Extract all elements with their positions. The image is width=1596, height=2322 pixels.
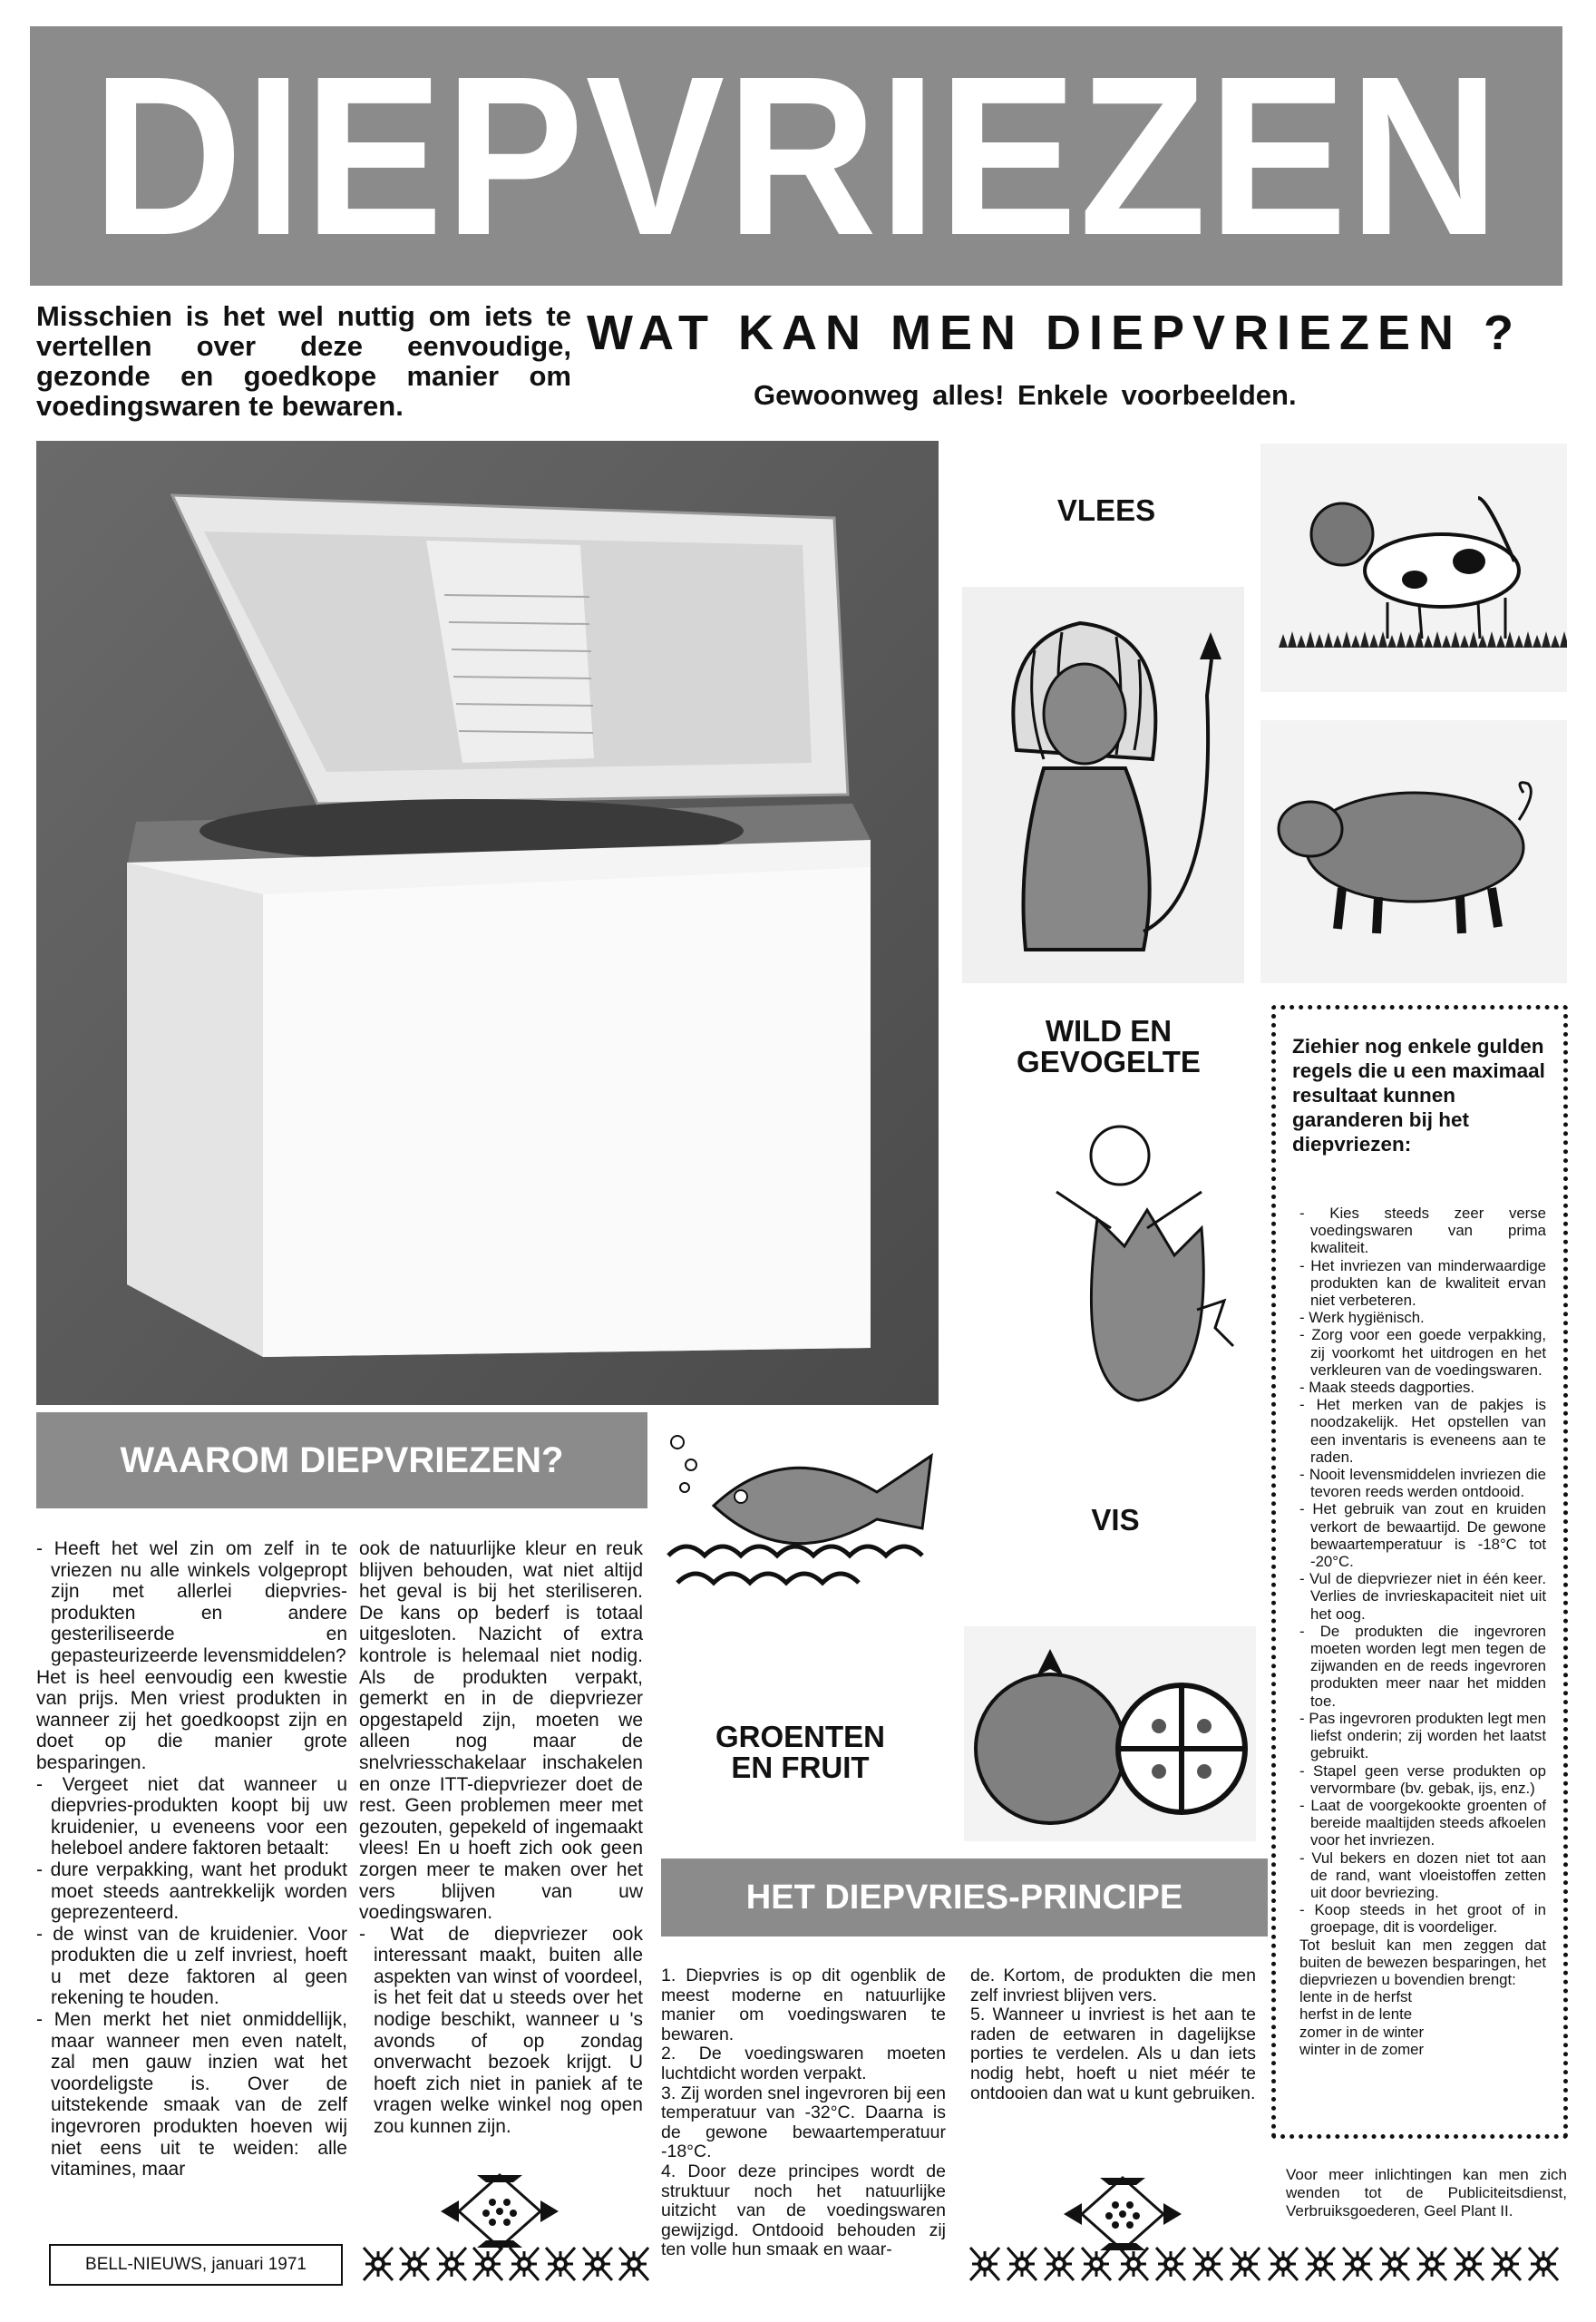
star-icon <box>1304 2246 1337 2282</box>
star-icon <box>1080 2246 1113 2282</box>
rules-conclusion: Tot besluit kan men zeggen dat buiten de bewezen besparingen, het diepvriezen u bovendien brengt: <box>1299 1936 1546 1988</box>
subtitle: Gewoonweg alles! Enkele voorbeelden. <box>754 379 1297 411</box>
label-wild-gevogelte: WILD EN GEVOGELTE <box>1017 1014 1201 1078</box>
paragraph: 5. Wanneer u invriest is het aan te raden de eetwaren in dagelijkse porties te verdelen. Als u dan iets nodig hebt, hoeft u niet méér te ontdooien dan wat u kunt gebruiken. <box>970 2005 1256 2103</box>
paragraph: - Het gebruik van zout en kruiden verkort de bewaartijd. De gewone bewaartemperatuur is -18°C tot -20°C. <box>1299 1500 1546 1571</box>
ornament-icon <box>1059 2171 1186 2258</box>
star-icon <box>1006 2246 1038 2282</box>
paragraph: - de winst van de kruidenier. Voor produkten die u zelf invriest, hoeft u met deze faktoren al geen rekening te houden. <box>36 1923 347 2009</box>
paragraph: ook de natuurlijke kleur en reuk blijven behouden, wat niet altijd het geval is bij het steriliseren. De kans op bederf is totaal uitgesloten. Nazicht of extra kontrole is helemaal niet nodig. Als de produkten verpakt, gemerkt en in de diepvriezer opgestapeld zijn, moeten we alleen nog maar de snelvriesschakelaar inschakelen en onze ITT-diepvriezer doet de rest. Geen problemen meer met gezouten, gepekeld of ingemaakt vlees! En u hoeft zich ook geen zorgen meer te maken over het vers blijven van uw voedingswaren. <box>359 1538 643 1924</box>
chick-egg-illustration <box>1020 1101 1249 1405</box>
label-groenten-fruit: GROENTEN EN FRUIT <box>715 1720 885 1784</box>
paragraph: - Het merken van de pakjes is noodzakelijk. Het opstellen van een inventaris is eveneens aan te raden. <box>1299 1396 1546 1466</box>
title-banner <box>30 26 1562 286</box>
star-border-decoration <box>362 2246 650 2282</box>
paragraph: - Vul de diepvriezer niet in één keer. Verlies de invrieskapaciteit niet uit het oog. <box>1299 1570 1546 1623</box>
paragraph: de. Kortom, de produkten die men zelf invriest blijven vers. <box>970 1966 1256 2005</box>
star-icon <box>1267 2246 1299 2282</box>
star-icon <box>618 2246 650 2282</box>
star-icon <box>398 2246 431 2282</box>
paragraph: - Men merkt het niet onmiddellijk, maar wanneer men even natelt, zal men gauw inzien wat het voordeligste is. Over de uitstekende smaak van de zelf ingevroren produkten hoeven wij niet eens uit te weiden: alle vitamines, maar <box>36 2009 347 2181</box>
paragraph: 3. Zij worden snel ingevroren bij een temperatuur van -32°C. Daarna is de gewone bewaartemperatuur -18°C. <box>661 2083 946 2162</box>
star-icon <box>968 2246 1001 2282</box>
star-icon <box>1043 2246 1075 2282</box>
season-line: winter in de zomer <box>1299 2040 1425 2058</box>
paragraph: - Vul bekers en dozen niet tot aan de rand, want vloeistoffen zetten uit door bevriezing. <box>1299 1849 1546 1901</box>
paragraph: - Nooit levensmiddelen invriezen die tevoren reeds werden ontdooid. <box>1299 1466 1546 1501</box>
fish-illustration <box>650 1420 953 1612</box>
cow-illustration <box>1260 444 1567 692</box>
season-line: lente in de herfst <box>1299 1988 1413 2006</box>
section-heading-principe: HET DIEPVRIES-PRINCIPE <box>661 1859 1268 1937</box>
freezer-photo <box>36 441 939 1405</box>
star-icon <box>1527 2246 1560 2282</box>
waarom-column-left <box>36 1538 347 2181</box>
paragraph: - Heeft het wel zin om zelf in te vriezen nu alle winkels volgepropt zijn met allerlei diepvries-produkten en andere gesteriliseerde en gepasteurizeerde levensmiddelen? <box>36 1538 347 1666</box>
star-icon <box>1229 2246 1261 2282</box>
paragraph: Het is heel eenvoudig een kwestie van prijs. Men vriest produkten in wanneer zij het goedkoopst zijn en doet op die manier grote besparingen. <box>36 1666 347 1773</box>
info-text: Voor meer inlichtingen kan men zich wenden tot de Publiciteitsdienst, Verbruiksgoederen, Geel Plant II. <box>1286 2166 1567 2220</box>
paragraph: 4. Door deze principes wordt de struktuur noch het natuurlijke uitzicht van de voedingswaren gewijzigd. Ontdooid behouden zij ten volle hun smaak en waar- <box>661 2161 946 2260</box>
waarom-column-right <box>359 1538 643 2138</box>
paragraph: - Zorg voor een goede verpakking, zij voorkomt het uitdrogen en het verkleuren van de voedingswaren. <box>1299 1326 1546 1379</box>
star-border-decoration <box>968 2246 1560 2282</box>
page-title: DIEPVRIEZEN <box>92 29 1501 282</box>
star-icon <box>1192 2246 1224 2282</box>
star-icon <box>508 2246 540 2282</box>
ornament-icon <box>436 2168 563 2255</box>
star-icon <box>435 2246 468 2282</box>
paragraph: - Stapel geen verse produkten op vervormbare (bv. gebak, ijs, enz.) <box>1299 1761 1546 1797</box>
season-line: zomer in de winter <box>1299 2023 1425 2041</box>
paragraph: - Het invriezen van minderwaardige produkten kan de kwaliteit ervan niet verbeteren. <box>1299 1256 1546 1310</box>
paragraph: - De produkten die ingevroren moeten worden legt men tegen de zijwanden en de reeds ingevroren produkten meer naar het midden toe. <box>1299 1622 1546 1710</box>
lion-illustration <box>962 587 1244 983</box>
principe-column-left <box>661 1966 946 2260</box>
label-vis: VIS <box>1091 1503 1140 1537</box>
paragraph: - Pas ingevroren produkten legt men liefst onderin; zij worden het laatst gebruikt. <box>1299 1709 1546 1762</box>
season-line: herfst in de lente <box>1299 2005 1413 2024</box>
star-icon <box>544 2246 577 2282</box>
paragraph: - dure verpakking, want het produkt moet steeds aantrekkelijk worden geprezenteerd. <box>36 1859 347 1924</box>
paragraph: 2. De voedingswaren moeten luchtdicht worden verpakt. <box>661 2044 946 2083</box>
star-icon <box>1154 2246 1187 2282</box>
paragraph: - Kies steeds zeer verse voedingswaren van prima kwaliteit. <box>1299 1205 1546 1257</box>
star-icon <box>1117 2246 1150 2282</box>
pig-illustration <box>1260 720 1567 983</box>
rules-heading: Ziehier nog enkele gulden regels die u een maximaal resultaat kunnen garanderen bij het diepvriezen: <box>1292 1035 1545 1156</box>
paragraph: - Maak steeds dagporties. <box>1299 1379 1475 1397</box>
principe-column-right <box>970 1966 1256 2103</box>
paragraph: 1. Diepvries is op dit ogenblik de meest moderne en natuurlijke manier om voedingswaren te bewaren. <box>661 1966 946 2044</box>
rules-list <box>1299 1205 1546 1937</box>
star-icon <box>1416 2246 1448 2282</box>
question-heading: WAT KAN MEN DIEPVRIEZEN ? <box>587 306 1523 360</box>
star-icon <box>1490 2246 1523 2282</box>
paragraph: - Laat de voorgekookte groenten of bereide maaltijden steeds afkoelen voor het invriezen. <box>1299 1796 1546 1849</box>
paragraph: - Werk hygiënisch. <box>1299 1309 1425 1327</box>
rules-text <box>1299 1205 1546 2058</box>
intro-text: Misschien is het wel nuttig om iets te vertellen over deze eenvoudige, gezonde en goedkope manier om voedingswaren te bewaren. <box>36 300 571 422</box>
star-icon <box>472 2246 504 2282</box>
footer-publication: BELL-NIEUWS, januari 1971 <box>49 2244 343 2286</box>
paragraph: - Wat de diepvriezer ook interessant maakt, buiten alle aspekten van winst of voordeel, is het feit dat u steeds over het nodige beschikt, wanneer u 's avonds of op zondag onverwacht bezoek krijgt. U hoeft zich niet in paniek af te vragen welke winkel nog open zou kunnen zijn. <box>359 1923 643 2138</box>
star-icon <box>1341 2246 1374 2282</box>
star-icon <box>1453 2246 1485 2282</box>
paragraph: - Koop steeds in het groot of in groepage, dit is voordeliger. <box>1299 1901 1546 1937</box>
star-icon <box>362 2246 394 2282</box>
tomato-illustration <box>964 1626 1256 1841</box>
label-vlees: VLEES <box>1056 493 1156 527</box>
paragraph: - Vergeet niet dat wanneer u diepvries-produkten koopt bij uw kruidenier, u eveneens voor een heleboel andere faktoren betaalt: <box>36 1773 347 1859</box>
section-heading-waarom: WAAROM DIEPVRIEZEN? <box>36 1412 647 1508</box>
star-icon <box>581 2246 614 2282</box>
star-icon <box>1378 2246 1411 2282</box>
